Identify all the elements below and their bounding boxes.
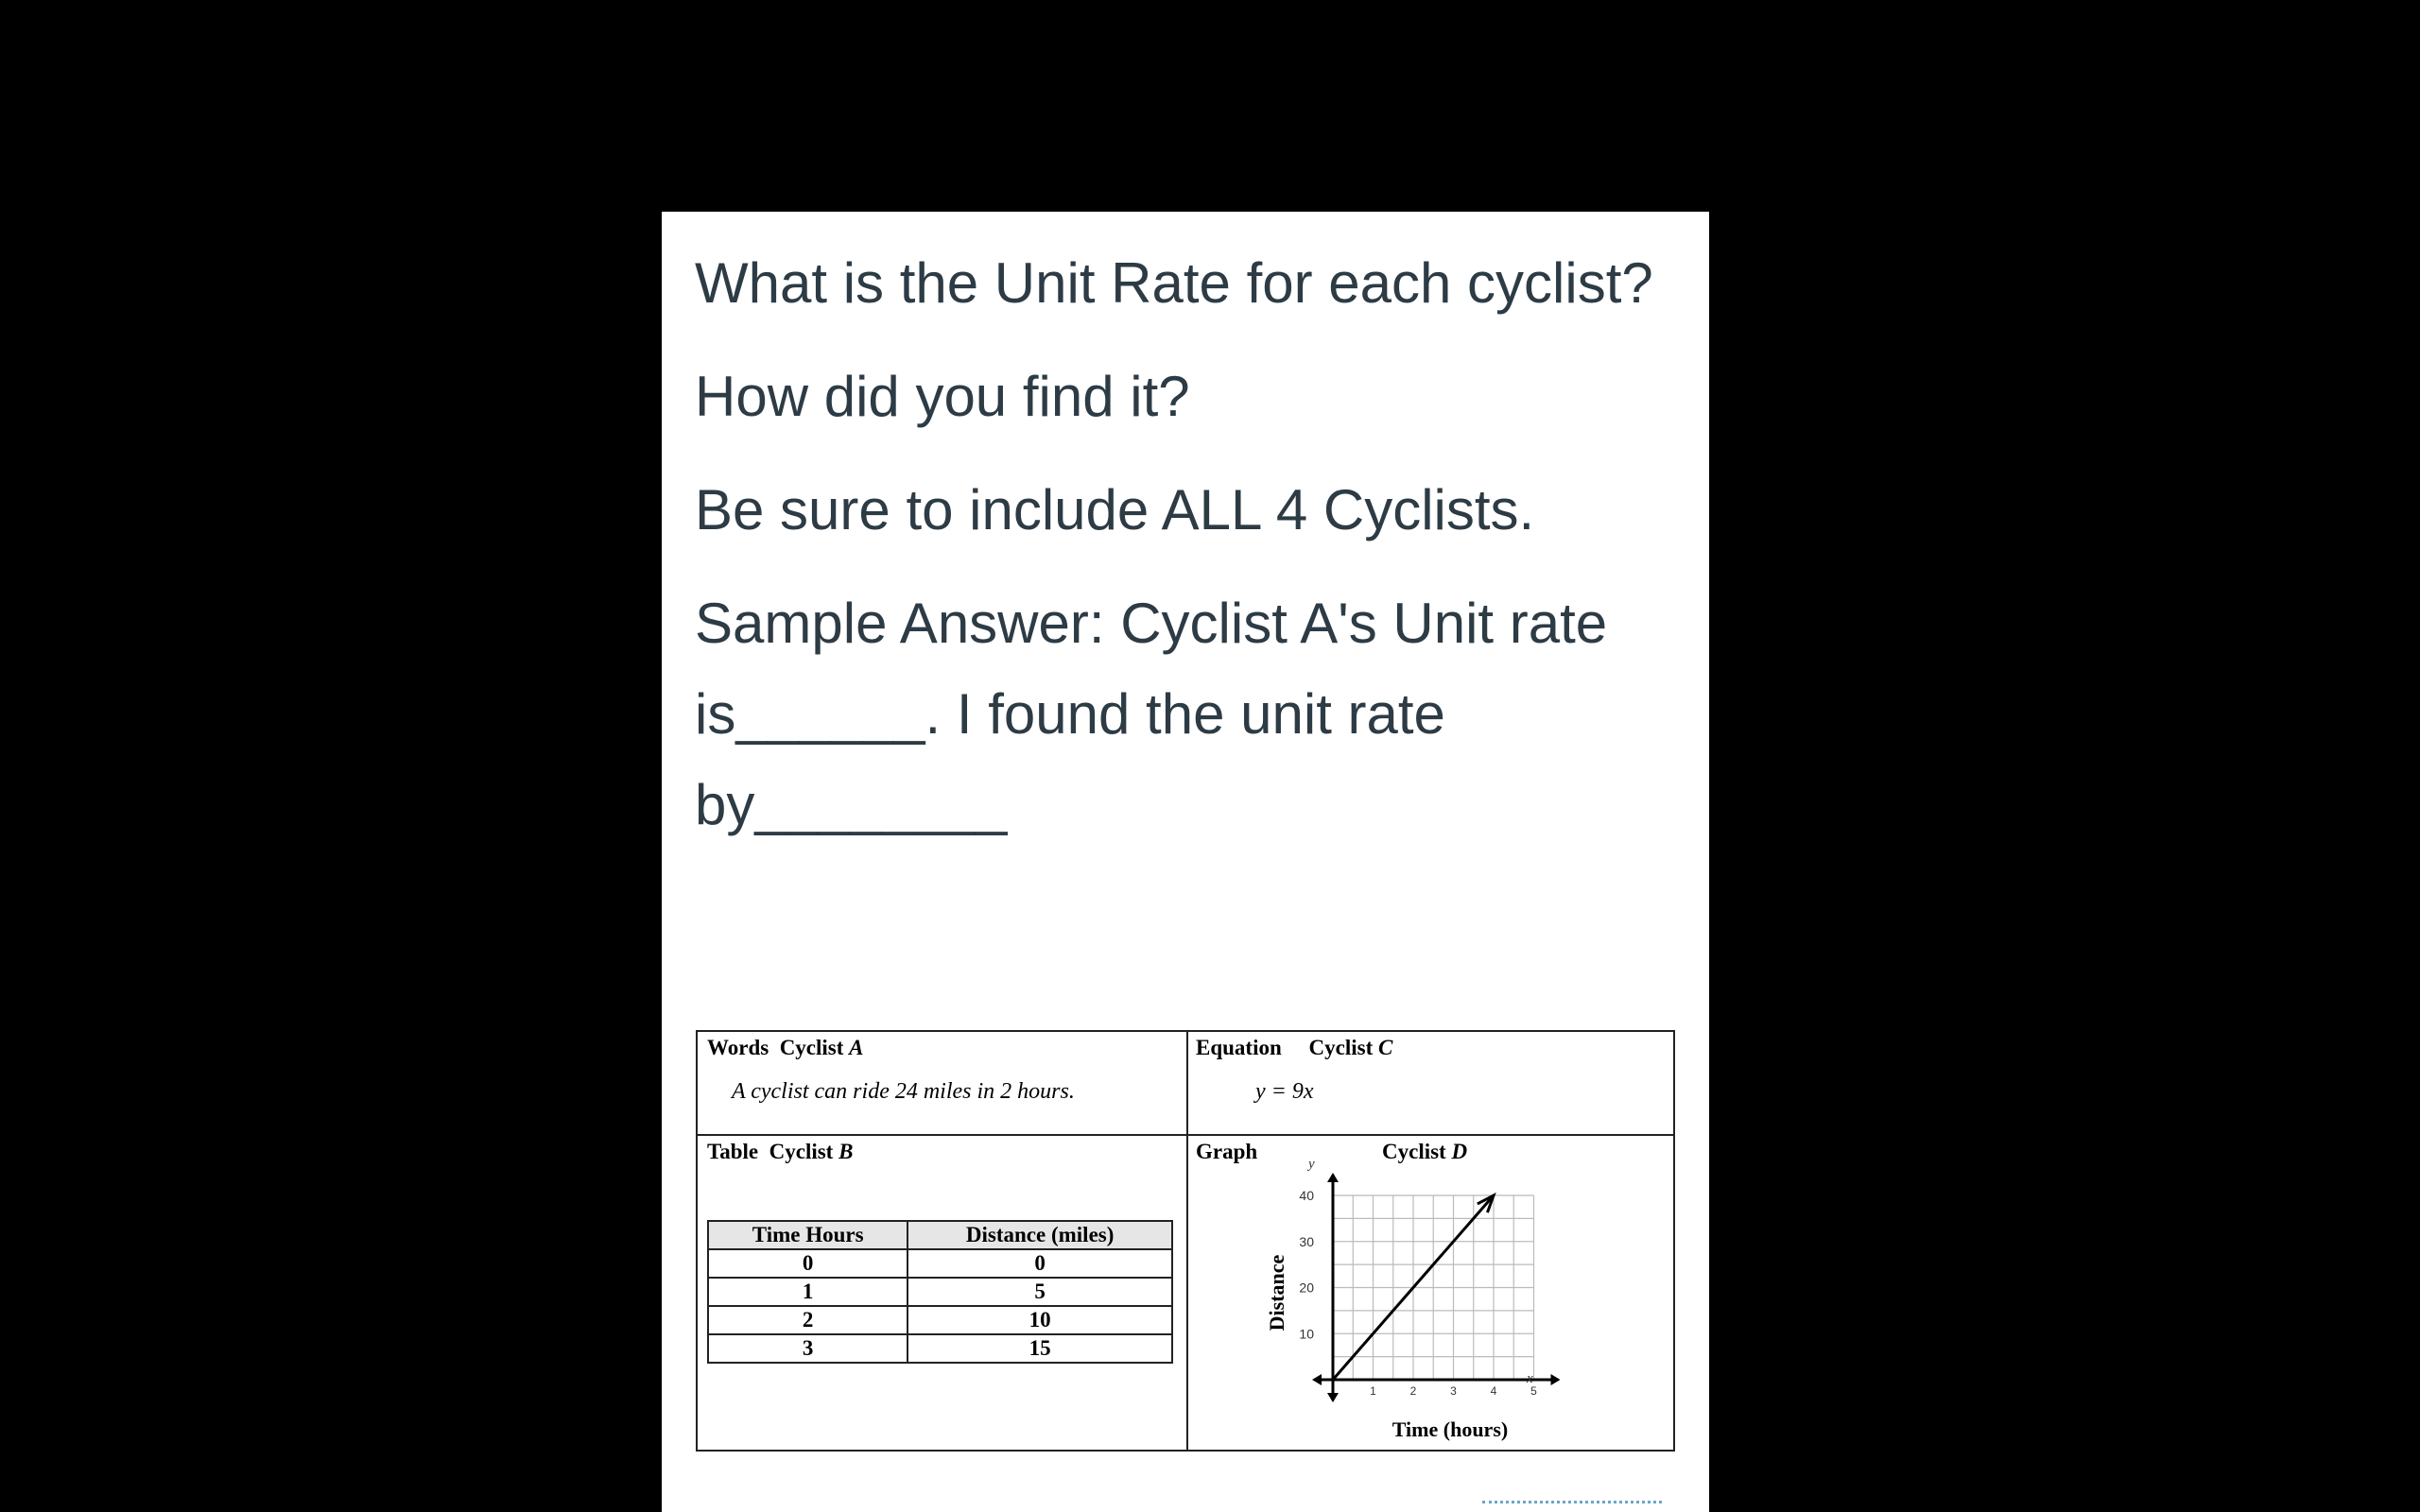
x-tick-label: 1 <box>1370 1384 1376 1398</box>
table-cell: 15 <box>908 1334 1172 1363</box>
table-cell: 0 <box>908 1249 1172 1278</box>
y-tick-label: 30 <box>1299 1233 1314 1249</box>
table-cell: 10 <box>908 1306 1172 1334</box>
question-prompt <box>695 238 1687 873</box>
table-cell: 2 <box>708 1306 908 1334</box>
x-axis-arrow-left <box>1312 1374 1322 1385</box>
graph-x-axis-label: Time (hours) <box>1392 1418 1509 1441</box>
cut-off-link-text <box>1482 1501 1662 1509</box>
y-tick-label: 10 <box>1299 1326 1314 1342</box>
question-card <box>662 212 1709 1512</box>
words-cell-heading <box>707 1036 864 1060</box>
x-axis-arrow-right <box>1551 1374 1561 1385</box>
table-cyclist-letter: B <box>838 1140 854 1163</box>
words-heading: Words <box>707 1036 769 1059</box>
time-distance-table <box>707 1220 1173 1364</box>
x-axis-letter: x <box>1527 1371 1533 1386</box>
table-cell: 1 <box>708 1278 908 1306</box>
y-axis-arrow-up <box>1327 1173 1339 1182</box>
table-cyclist-prefix: Cyclist <box>769 1140 834 1163</box>
graph-y-axis-label: Distance <box>1265 1254 1288 1332</box>
y-axis-arrow-down <box>1327 1393 1339 1402</box>
cyclist-worksheet-image <box>696 1030 1675 1452</box>
column-header-distance: Distance (miles) <box>908 1221 1172 1249</box>
table-cell: 3 <box>708 1334 908 1363</box>
table-row <box>708 1334 1172 1363</box>
table-cell-heading <box>707 1140 853 1164</box>
equation-cyclist-letter: C <box>1377 1036 1393 1059</box>
words-cyclist-prefix: Cyclist <box>779 1036 844 1059</box>
prompt-line-include: Be sure to include ALL 4 Cyclists. <box>695 478 1535 541</box>
x-tick-label: 2 <box>1409 1384 1417 1398</box>
distance-time-graph <box>1188 1136 1675 1452</box>
y-tick-label: 20 <box>1299 1280 1314 1296</box>
equation-cell-heading <box>1196 1036 1392 1060</box>
equation-text: y = 9x <box>1255 1079 1314 1104</box>
table-cell: 5 <box>908 1278 1172 1306</box>
column-header-time: Time Hours <box>708 1221 908 1249</box>
words-cyclist-letter: A <box>849 1036 864 1059</box>
table-row <box>708 1278 1172 1306</box>
graph-cyclist-letter: D <box>1451 1140 1468 1163</box>
equation-cyclist-prefix: Cyclist <box>1308 1036 1374 1059</box>
y-tick-label: 40 <box>1299 1188 1314 1203</box>
graph-heading: Graph <box>1196 1140 1258 1163</box>
table-header-row <box>708 1221 1172 1249</box>
prompt-line-unit-rate: What is the Unit Rate for each cyclist? <box>695 251 1653 315</box>
x-tick-label: 3 <box>1450 1384 1457 1398</box>
prompt-line-sample-answer: Sample Answer: Cyclist A's Unit rate is______. I found the unit rate by________ <box>695 592 1608 836</box>
table-cell: 0 <box>708 1249 908 1278</box>
graph-cyclist-prefix: Cyclist <box>1382 1140 1446 1163</box>
table-row <box>708 1306 1172 1334</box>
y-axis-letter: y <box>1308 1157 1315 1172</box>
graph-tick-labels <box>1299 1188 1537 1398</box>
table-row <box>708 1249 1172 1278</box>
x-tick-label: 4 <box>1490 1384 1497 1398</box>
prompt-line-how: How did you find it? <box>695 365 1190 428</box>
graph-grid <box>1333 1195 1534 1380</box>
table-heading: Table <box>707 1140 759 1163</box>
x-tick-label: 5 <box>1530 1384 1537 1398</box>
words-cyclist-text: A cyclist can ride 24 miles in 2 hours. <box>732 1079 1075 1104</box>
equation-heading: Equation <box>1196 1036 1282 1059</box>
